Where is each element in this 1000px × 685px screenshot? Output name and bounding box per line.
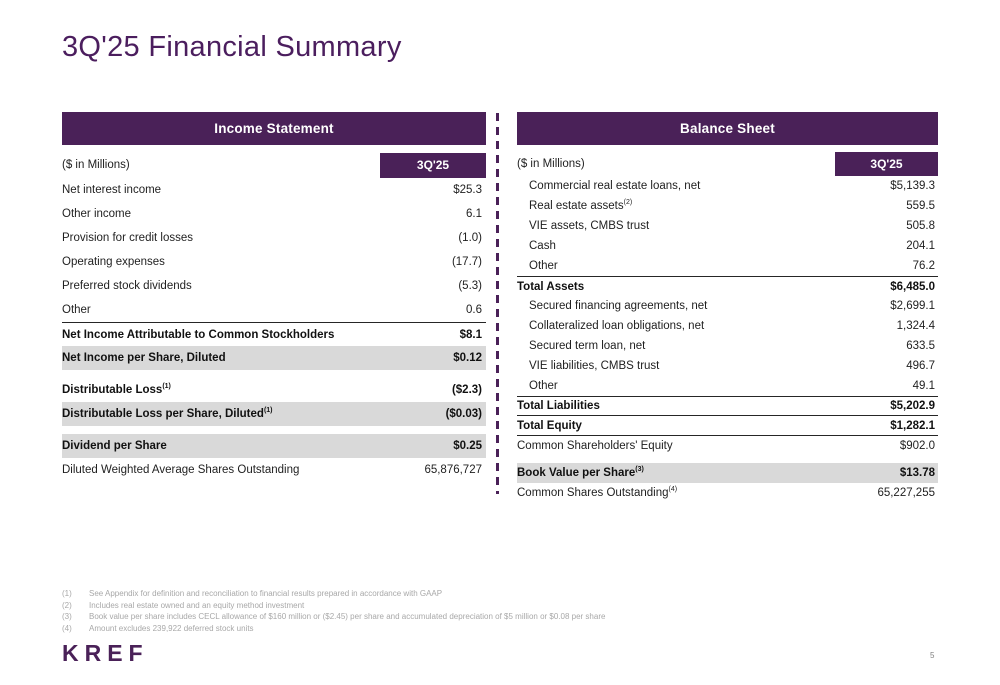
row-value: 76.2 xyxy=(912,260,935,272)
table-row xyxy=(517,176,938,196)
row-value: (17.7) xyxy=(451,256,482,268)
table-row xyxy=(517,356,938,376)
row-spacer xyxy=(517,456,938,463)
dashed-divider xyxy=(496,113,499,494)
table-row xyxy=(517,296,938,316)
row-label: Net Income Attributable to Common Stockholders xyxy=(62,328,335,341)
row-label: Other xyxy=(529,260,558,272)
page-title: 3Q'25 Financial Summary xyxy=(62,31,402,63)
row-label: Net interest income xyxy=(62,184,162,196)
row-value: (5.3) xyxy=(458,280,482,292)
footnote-text: Book value per share includes CECL allowance of $160 million or ($2.45) per share and accumulated depreciation of $5 million or $0.08 per share xyxy=(89,612,606,621)
row-value: $2,699.1 xyxy=(890,300,935,312)
row-value: 633.5 xyxy=(906,340,935,352)
footnote-text: Includes real estate owned and an equity method investment xyxy=(89,600,305,610)
row-label: Collateralized loan obligations, net xyxy=(529,320,705,332)
table-row xyxy=(62,346,486,370)
row-value: 49.1 xyxy=(912,380,935,392)
row-label: Secured term loan, net xyxy=(529,340,646,352)
row-label: Book Value per Share$^{(3)}$ xyxy=(517,466,644,479)
footnote xyxy=(62,623,932,635)
row-label: Provision for credit losses xyxy=(62,232,194,244)
unit-label: ($ in Millions) xyxy=(62,159,130,171)
kref-logo: KREF xyxy=(62,640,149,666)
row-value: $0.25 xyxy=(453,440,482,452)
row-value: (1.0) xyxy=(458,232,482,244)
income-statement-table xyxy=(62,112,486,482)
table-row xyxy=(517,376,938,396)
row-value: 505.8 xyxy=(906,220,935,232)
table-row xyxy=(517,236,938,256)
table-row xyxy=(517,276,938,296)
row-label: Common Shareholders' Equity xyxy=(517,440,673,452)
income-statement-header-bar: Income Statement xyxy=(62,112,486,145)
table-row xyxy=(517,196,938,216)
table-row xyxy=(517,216,938,236)
row-label: VIE liabilities, CMBS trust xyxy=(529,360,660,372)
table-row xyxy=(62,434,486,458)
row-value: ($0.03) xyxy=(445,408,482,420)
table-row xyxy=(517,256,938,276)
table-row xyxy=(62,178,486,202)
row-value: $1,282.1 xyxy=(890,419,935,432)
row-label: Preferred stock dividends xyxy=(62,280,192,292)
row-value: $13.78 xyxy=(899,467,935,479)
footnote-text: See Appendix for definition and reconciliation to financial results prepared in accordance with GAAP xyxy=(89,589,443,598)
table-row xyxy=(62,298,486,322)
page-number: 5 xyxy=(930,651,935,660)
row-label: Other xyxy=(62,304,91,316)
table-row xyxy=(517,396,938,416)
footnote-number: (3) xyxy=(62,612,72,621)
table-row xyxy=(517,436,938,456)
row-label: Total Equity xyxy=(517,419,582,432)
balance-sheet-column-header xyxy=(517,152,938,176)
row-label: Total Liabilities xyxy=(517,400,600,412)
table-row xyxy=(517,336,938,356)
table-row xyxy=(517,463,938,483)
balance-sheet-table xyxy=(517,112,938,503)
footnote-ref: (1) xyxy=(162,383,171,391)
footnote-ref: (4) xyxy=(668,486,678,494)
row-label: Other income xyxy=(62,208,132,220)
footnote-text: Amount excludes 239,922 deferred stock units xyxy=(89,623,254,633)
row-label: Cash xyxy=(529,240,556,252)
row-label: VIE assets, CMBS trust xyxy=(529,220,650,232)
row-value: 1,324.4 xyxy=(896,320,935,332)
row-value: $25.3 xyxy=(453,184,482,196)
footnote-ref: (1) xyxy=(263,407,273,415)
income-statement-column-header xyxy=(62,152,486,178)
footnote xyxy=(62,611,932,623)
row-spacer xyxy=(62,426,486,434)
unit-label: ($ in Millions) xyxy=(517,158,585,170)
row-label: Operating expenses xyxy=(62,256,165,268)
row-value: 0.6 xyxy=(466,304,482,316)
row-label: Secured financing agreements, net xyxy=(529,300,708,312)
income-statement-rows xyxy=(62,178,486,482)
row-value: 6.1 xyxy=(466,208,482,220)
row-label: Distributable Loss$^{(1)}$ xyxy=(62,383,171,396)
row-label: Total Assets xyxy=(517,280,585,293)
row-value: 204.1 xyxy=(906,240,935,252)
row-value: $902.0 xyxy=(899,440,935,452)
footnote-ref: (2) xyxy=(623,199,633,207)
footnotes xyxy=(62,588,932,634)
period-badge: 3Q'25 xyxy=(835,152,938,176)
row-value: 65,876,727 xyxy=(424,464,482,476)
period-badge: 3Q'25 xyxy=(380,153,486,178)
footnote-number: (2) xyxy=(62,600,72,610)
row-label: Common Shares Outstanding$^{(4)}$ xyxy=(517,486,678,499)
footnote-ref: (3) xyxy=(635,466,644,474)
row-value: 559.5 xyxy=(906,200,935,212)
balance-sheet-header-bar: Balance Sheet xyxy=(517,112,938,145)
row-value: 65,227,255 xyxy=(877,487,935,499)
balance-sheet-rows xyxy=(517,176,938,503)
table-row xyxy=(517,316,938,336)
table-row xyxy=(62,402,486,426)
table-row xyxy=(62,226,486,250)
footnote-number: (1) xyxy=(62,589,72,598)
row-label: Diluted Weighted Average Shares Outstanding xyxy=(62,464,300,476)
footnote-number: (4) xyxy=(62,623,72,633)
table-row xyxy=(62,250,486,274)
table-row xyxy=(62,274,486,298)
row-label: Commercial real estate loans, net xyxy=(529,180,701,192)
table-row xyxy=(62,458,486,482)
table-row xyxy=(62,202,486,226)
table-row xyxy=(517,483,938,503)
footnote xyxy=(62,600,932,612)
footnote xyxy=(62,588,932,600)
table-row xyxy=(517,416,938,436)
row-spacer xyxy=(62,370,486,378)
row-value: $0.12 xyxy=(453,352,482,364)
table-row xyxy=(62,378,486,402)
row-value: $8.1 xyxy=(459,328,482,341)
row-label: Dividend per Share xyxy=(62,440,167,452)
row-value: 496.7 xyxy=(906,360,935,372)
row-value: $5,202.9 xyxy=(890,400,935,412)
row-value: ($2.3) xyxy=(451,384,482,396)
row-label: Distributable Loss per Share, Diluted$^{(1)}$ xyxy=(62,407,273,420)
row-value: $6,485.0 xyxy=(890,280,935,293)
row-label: Net Income per Share, Diluted xyxy=(62,352,226,364)
row-label: Real estate assets$^{(2)}$ xyxy=(529,199,633,212)
table-row xyxy=(62,322,486,346)
row-value: $5,139.3 xyxy=(890,180,935,192)
row-label: Other xyxy=(529,380,558,392)
